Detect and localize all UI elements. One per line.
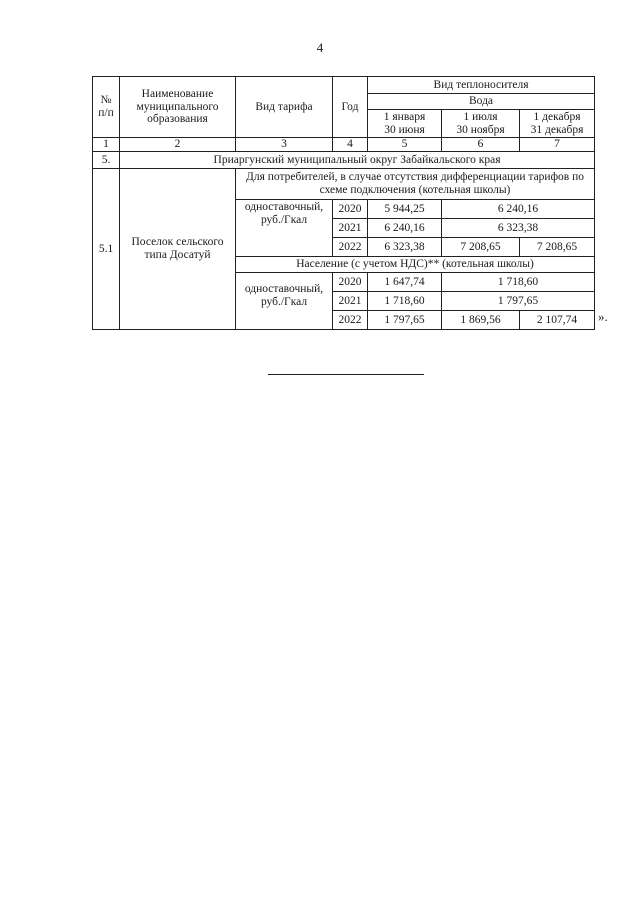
column-number: 3 — [236, 138, 333, 152]
value-cell: 1 647,74 — [368, 273, 442, 292]
value-cell: 5 944,25 — [368, 200, 442, 219]
column-number: 5 — [368, 138, 442, 152]
value-cell: 6 240,16 — [368, 219, 442, 238]
value-cell: 7 208,65 — [442, 238, 520, 257]
value-cell: 1 797,65 — [368, 311, 442, 330]
column-numbers-row — [93, 138, 595, 152]
column-number: 1 — [93, 138, 120, 152]
header-period-1: 1 января 30 июня — [368, 110, 442, 138]
value-cell: 6 240,16 — [442, 200, 595, 219]
year-cell: 2021 — [333, 219, 368, 238]
section-title: Приаргунский муниципальный округ Забайкальского края — [120, 152, 595, 169]
column-number: 6 — [442, 138, 520, 152]
item-name: Поселок сельского типа Досатуй — [120, 169, 236, 330]
value-cell: 2 107,74 — [520, 311, 595, 330]
header-name: Наименование муниципального образования — [120, 77, 236, 138]
year-cell: 2020 — [333, 273, 368, 292]
header-num: № п/п — [93, 77, 120, 138]
tariff-type: одноставочный, руб./Гкал — [236, 200, 333, 257]
year-cell: 2022 — [333, 238, 368, 257]
header-carrier-type: Вид теплоносителя — [368, 77, 595, 94]
section-row — [93, 152, 595, 169]
group-title: Для потребителей, в случае отсутствия дифференциации тарифов по схеме подключения (котельная школы) — [236, 169, 595, 200]
header-tariff-type: Вид тарифа — [236, 77, 333, 138]
value-cell: 6 323,38 — [368, 238, 442, 257]
year-cell: 2021 — [333, 292, 368, 311]
column-number: 2 — [120, 138, 236, 152]
value-cell: 7 208,65 — [520, 238, 595, 257]
section-number: 5. — [93, 152, 120, 169]
tariff-table — [92, 76, 595, 330]
value-cell: 1 797,65 — [442, 292, 595, 311]
page-number: 4 — [316, 40, 324, 55]
year-cell: 2022 — [333, 311, 368, 330]
value-cell: 1 869,56 — [442, 311, 520, 330]
closing-quote-mark: ». — [598, 309, 608, 324]
value-cell: 6 323,38 — [442, 219, 595, 238]
header-period-3: 1 декабря 31 декабря — [520, 110, 595, 138]
header-water: Вода — [368, 94, 595, 110]
item-number: 5.1 — [93, 169, 120, 330]
year-cell: 2020 — [333, 200, 368, 219]
group-title: Население (с учетом НДС)** (котельная школы) — [236, 257, 595, 273]
column-number: 4 — [333, 138, 368, 152]
column-number: 7 — [520, 138, 595, 152]
value-cell: 1 718,60 — [442, 273, 595, 292]
header-year: Год — [333, 77, 368, 138]
value-cell: 1 718,60 — [368, 292, 442, 311]
end-divider-line — [268, 374, 424, 375]
tariff-type: одноставочный, руб./Гкал — [236, 273, 333, 330]
header-period-2: 1 июля 30 ноября — [442, 110, 520, 138]
